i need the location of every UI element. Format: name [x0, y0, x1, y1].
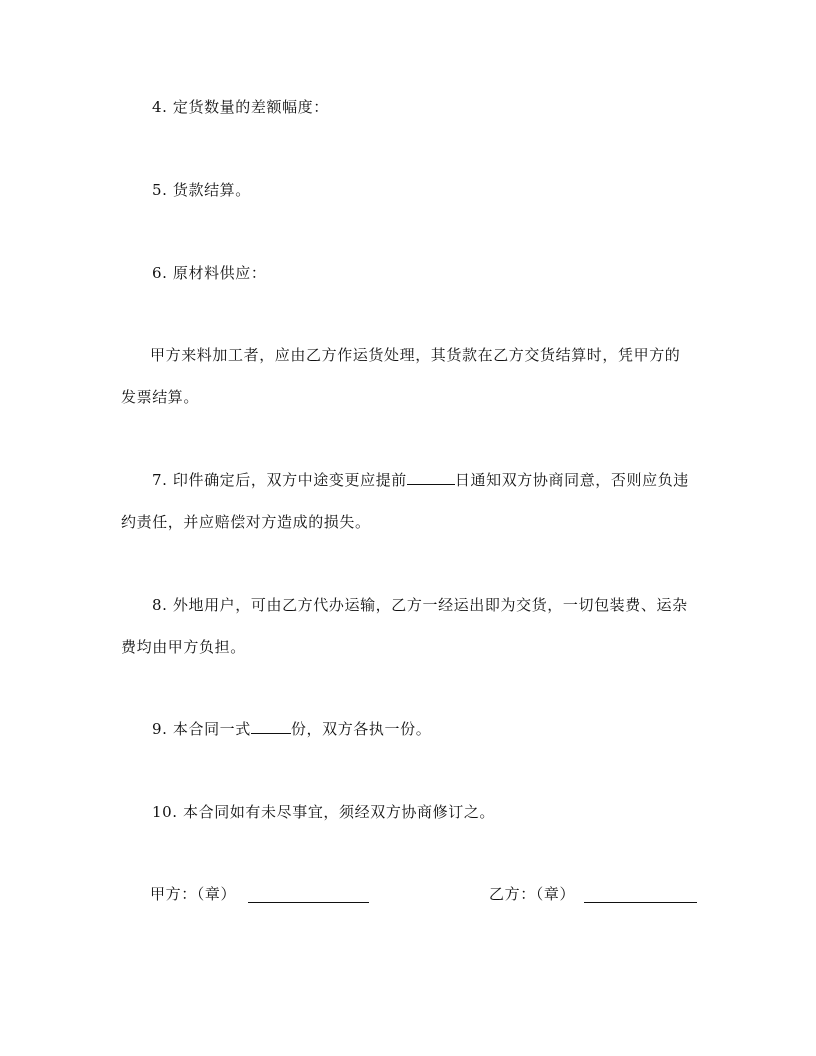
- clause-9-text-after-blank: 份，双方各执一份。: [290, 720, 432, 738]
- copies-blank: [251, 719, 291, 734]
- clause-7-text-before-blank: 7. 印件确定后，双方中途变更应提前: [152, 471, 407, 489]
- clause-8-line-2: 费均由甲方负担。: [121, 638, 246, 656]
- clause-7-line-1: [152, 470, 689, 490]
- clause-6: 6. 原材料供应：: [152, 264, 267, 282]
- party-a-signature-line: [248, 902, 369, 903]
- party-a-label: 甲方：（章）: [150, 885, 237, 903]
- clause-7-line-2: 约责任，并应赔偿对方造成的损失。: [121, 513, 371, 531]
- clause-4: 4. 定货数量的差额幅度：: [152, 98, 329, 116]
- days-notice-blank: [407, 470, 455, 485]
- party-b-label: 乙方：（章）: [489, 885, 576, 903]
- party-b-signature-line: [584, 902, 697, 903]
- material-paragraph-line-1: 甲方来料加工者，应由乙方作运货处理，其货款在乙方交货结算时，凭甲方的: [150, 346, 681, 364]
- clause-5: 5. 货款结算。: [152, 181, 251, 199]
- material-paragraph-line-2: 发票结算。: [121, 388, 200, 406]
- clause-9-text-before-blank: 9. 本合同一式: [152, 720, 251, 738]
- clause-8-line-1: 8. 外地用户，可由乙方代办运输，乙方一经运出即为交货，一切包装费、运杂: [152, 596, 688, 614]
- clause-10: 10. 本合同如有未尽事宜，须经双方协商修订之。: [152, 803, 496, 821]
- clause-9: [152, 719, 431, 739]
- clause-7-text-after-blank: 日通知双方协商同意，否则应负违: [454, 471, 689, 489]
